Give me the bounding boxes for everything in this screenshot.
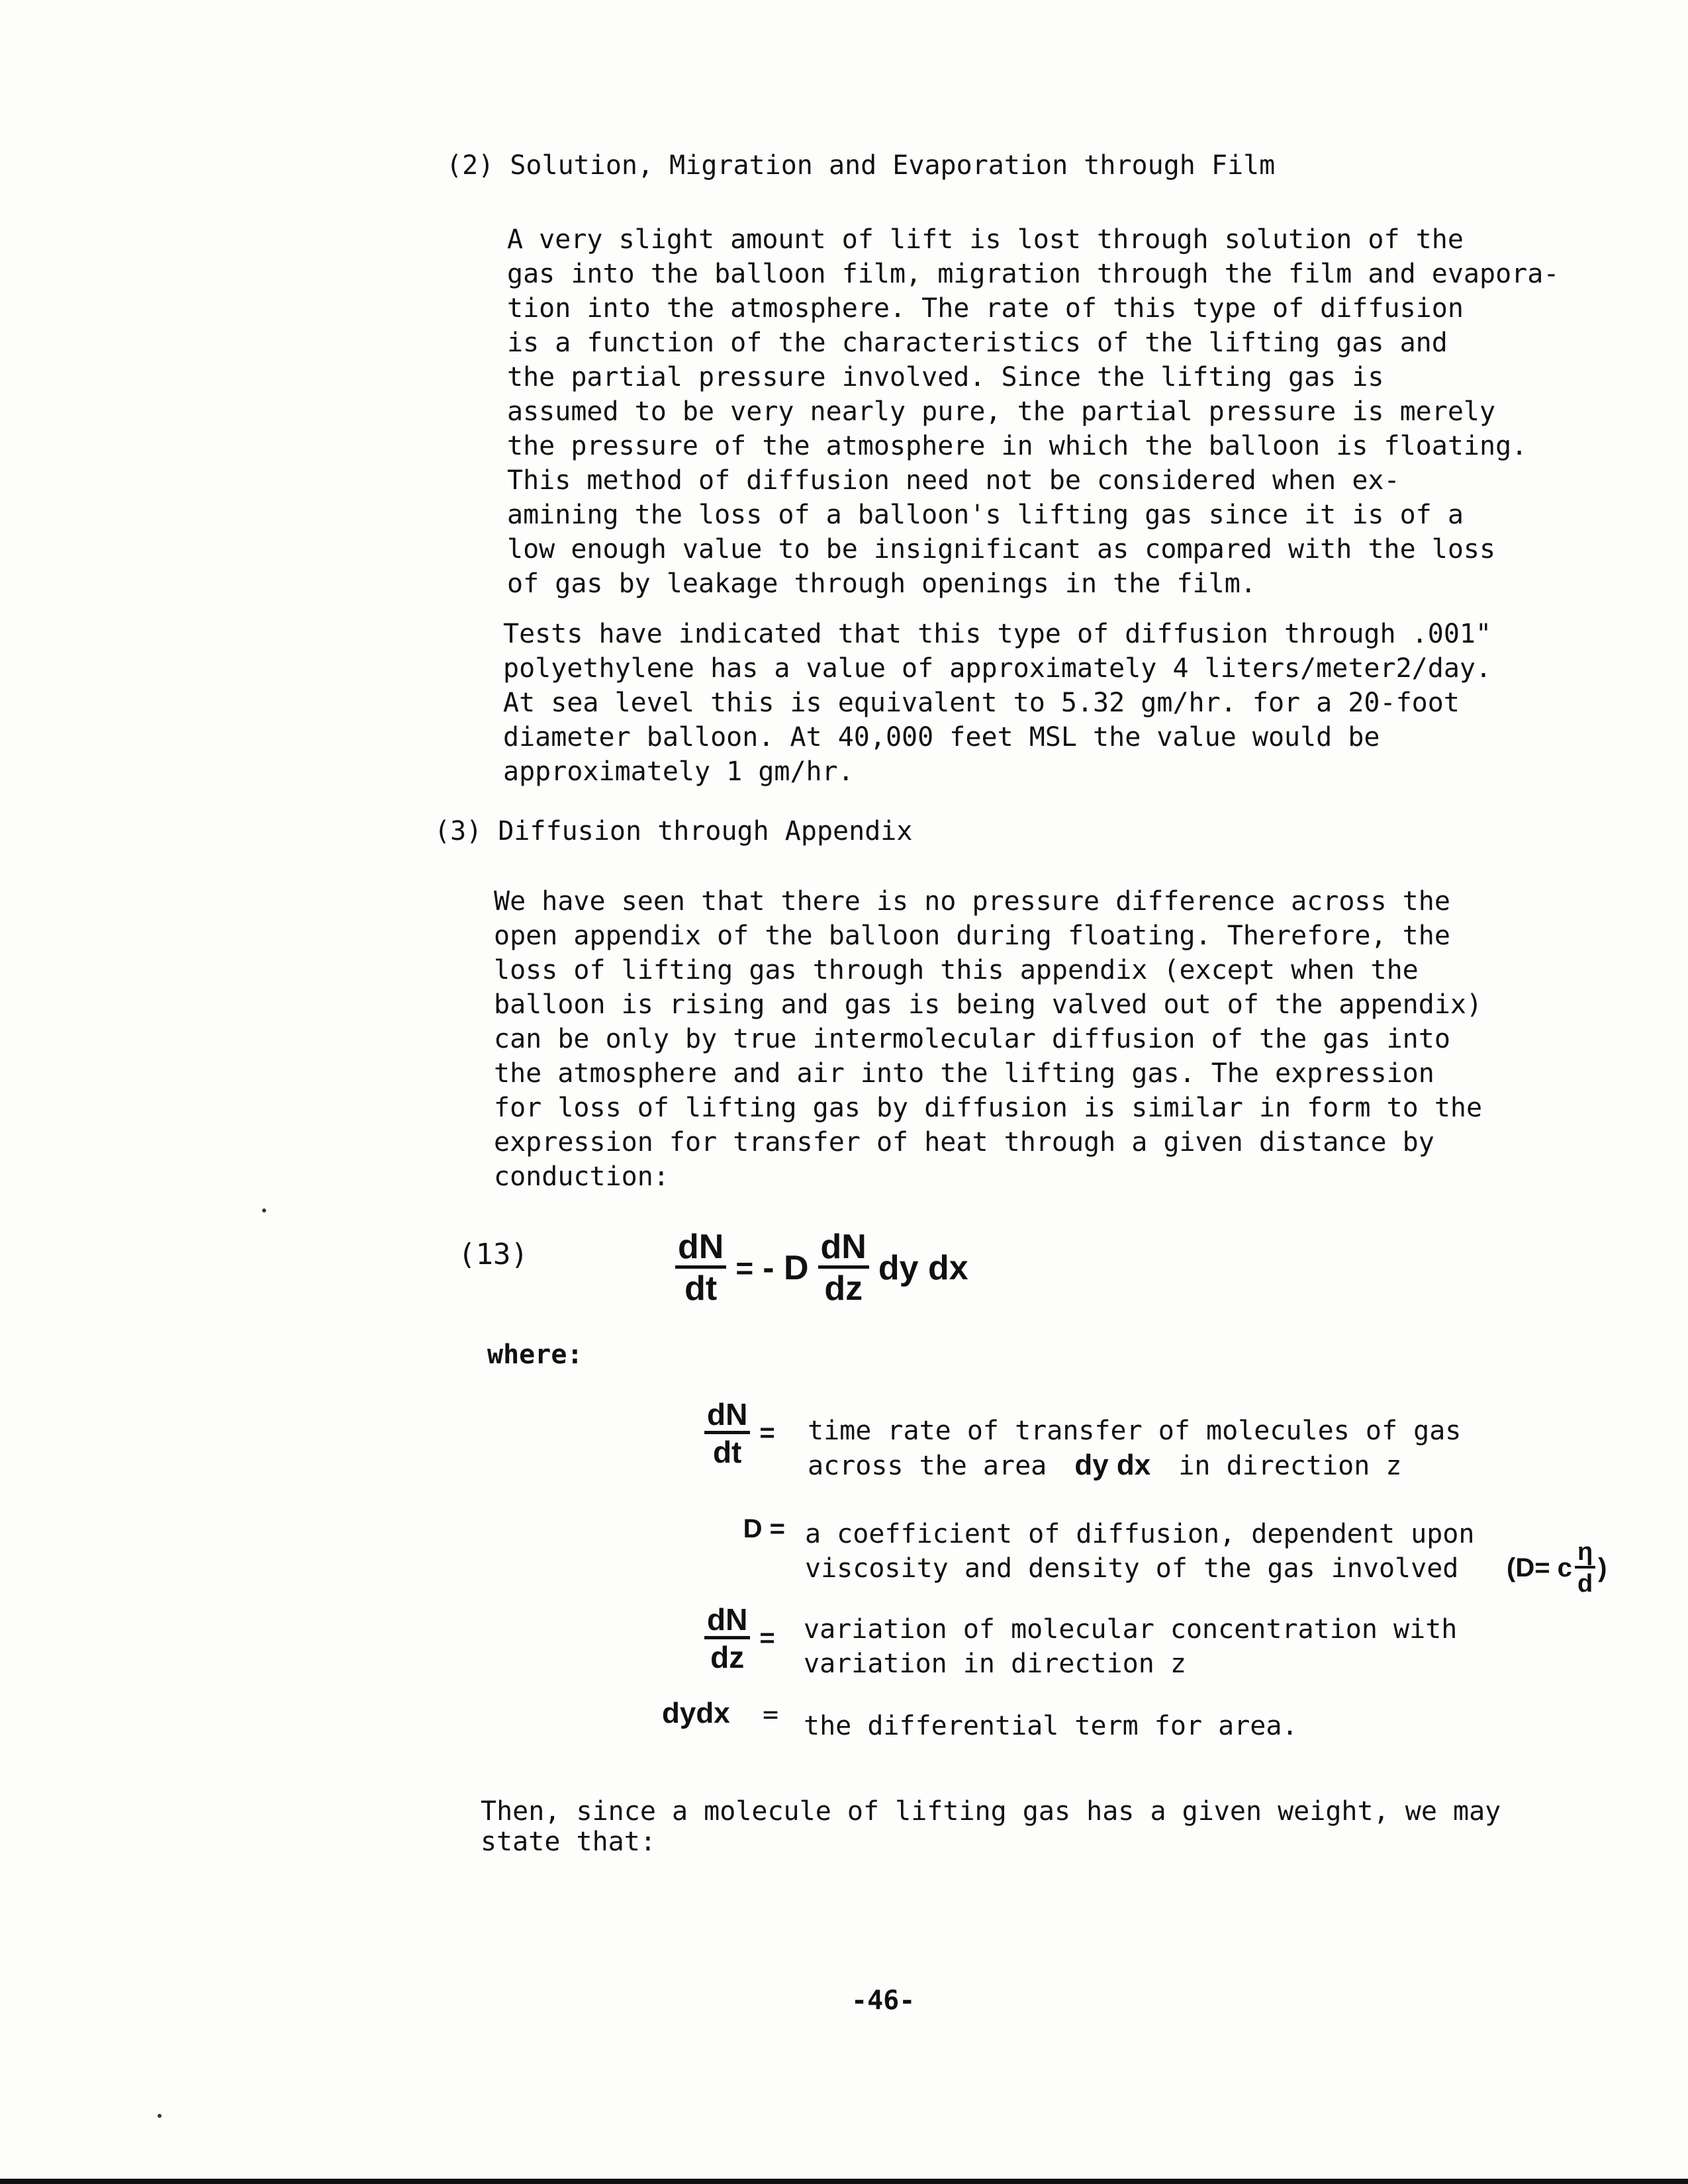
fraction-dn-dt bbox=[675, 1230, 726, 1306]
denominator: d bbox=[1577, 1570, 1593, 1598]
text-line: expression for transfer of heat through a given distance by bbox=[494, 1127, 1434, 1158]
text-line bbox=[808, 1448, 1461, 1483]
fraction-eta-d bbox=[1575, 1539, 1595, 1596]
text-line: A very slight amount of lift is lost through solution of the bbox=[507, 224, 1464, 255]
text-line: This method of diffusion need not be considered when ex- bbox=[507, 465, 1400, 496]
text-line: is a function of the characteristics of the lifting gas and bbox=[507, 328, 1448, 358]
text-segment: in direction z bbox=[1178, 1451, 1402, 1481]
denominator: dz bbox=[710, 1640, 745, 1674]
formula-close: ) bbox=[1598, 1553, 1607, 1582]
definition-term bbox=[704, 1399, 775, 1467]
text-line: the pressure of the atmosphere in which the balloon is floating. bbox=[507, 431, 1528, 461]
text-line: can be only by true intermolecular diffusion of the gas into bbox=[494, 1024, 1450, 1054]
paragraph bbox=[503, 617, 1491, 789]
text-line: variation in direction z bbox=[804, 1649, 1186, 1679]
equation bbox=[675, 1230, 968, 1306]
text-line: Tests have indicated that this type of diffusion through .001" bbox=[503, 619, 1492, 649]
text-line: a coefficient of diffusion, dependent upon bbox=[805, 1519, 1475, 1549]
paragraph bbox=[481, 1796, 1501, 1857]
text-line: state that: bbox=[481, 1827, 656, 1857]
text-segment: across the area bbox=[808, 1451, 1047, 1481]
equals-sign: = bbox=[763, 1700, 779, 1730]
formula-open: (D= c bbox=[1507, 1553, 1572, 1582]
scan-speck bbox=[158, 2114, 162, 2118]
minus-coefficient: - D bbox=[763, 1248, 809, 1287]
text-line: low enough value to be insignificant as compared with the loss bbox=[507, 534, 1496, 565]
text-line: balloon is rising and gas is being valved out of the appendix) bbox=[494, 989, 1483, 1020]
numerator: dN bbox=[818, 1230, 869, 1269]
numerator: η bbox=[1575, 1539, 1595, 1569]
text-line: amining the loss of a balloon's lifting gas since it is of a bbox=[507, 500, 1464, 530]
text-line: At sea level this is equivalent to 5.32 gm/hr. for a 20-foot bbox=[503, 688, 1460, 718]
area-term: dy dx bbox=[878, 1248, 968, 1287]
equals-sign: = bbox=[759, 1623, 775, 1653]
text-line: polyethylene has a value of approximately 4 liters/meter2/day. bbox=[503, 653, 1492, 684]
text-line: viscosity and density of the gas involved bbox=[805, 1553, 1459, 1584]
equation-number: (13) bbox=[458, 1238, 528, 1271]
text-line: approximately 1 gm/hr. bbox=[503, 756, 854, 787]
definition-text bbox=[804, 1612, 1457, 1681]
text-line: loss of lifting gas through this appendix (except when the bbox=[494, 955, 1419, 985]
definition-term: D = bbox=[743, 1514, 785, 1543]
numerator: dN bbox=[675, 1230, 726, 1269]
denominator: dz bbox=[824, 1269, 863, 1308]
area-term: dy dx bbox=[1074, 1449, 1151, 1481]
fraction-dn-dz bbox=[704, 1604, 750, 1672]
definition-term: dydx bbox=[662, 1697, 730, 1729]
denominator: dt bbox=[712, 1435, 742, 1469]
fraction-dn-dz bbox=[818, 1230, 869, 1306]
text-line: for loss of lifting gas by diffusion is similar in form to the bbox=[494, 1093, 1483, 1123]
text-line: of gas by leakage through openings in the film. bbox=[507, 569, 1256, 599]
text-line: tion into the atmosphere. The rate of this type of diffusion bbox=[507, 293, 1464, 324]
text-line: conduction: bbox=[494, 1161, 669, 1192]
where-label: where: bbox=[487, 1340, 583, 1370]
text-line: diameter balloon. At 40,000 feet MSL the value would be bbox=[503, 722, 1380, 752]
text-line: Then, since a molecule of lifting gas has a given weight, we may bbox=[481, 1796, 1501, 1827]
paragraph bbox=[507, 222, 1559, 601]
definition-term bbox=[704, 1604, 775, 1672]
text-line: gas into the balloon film, migration through the film and evapora- bbox=[507, 259, 1560, 289]
numerator: dN bbox=[704, 1399, 750, 1434]
equals-sign: = bbox=[735, 1250, 754, 1285]
viscosity-formula bbox=[1507, 1539, 1607, 1596]
text-line: open appendix of the balloon during floating. Therefore, the bbox=[494, 921, 1450, 951]
fraction-dn-dt bbox=[704, 1399, 750, 1467]
paragraph bbox=[494, 884, 1482, 1194]
numerator: dN bbox=[704, 1604, 750, 1639]
page-number: -46- bbox=[851, 1985, 915, 2016]
scan-speck bbox=[262, 1208, 266, 1212]
definition-text bbox=[808, 1414, 1461, 1483]
text-line: the partial pressure involved. Since the lifting gas is bbox=[507, 362, 1384, 392]
section-heading: (3) Diffusion through Appendix bbox=[434, 816, 913, 846]
text-line: the differential term for area. bbox=[804, 1711, 1298, 1741]
definition-text bbox=[805, 1517, 1474, 1586]
equals-sign: = bbox=[759, 1418, 775, 1447]
scan-edge bbox=[0, 2179, 1688, 2184]
text-line: time rate of transfer of molecules of gas bbox=[808, 1416, 1462, 1446]
text-line: variation of molecular concentration with bbox=[804, 1614, 1458, 1645]
text-line: We have seen that there is no pressure difference across the bbox=[494, 886, 1450, 917]
denominator: dt bbox=[684, 1269, 718, 1308]
text-line: assumed to be very nearly pure, the partial pressure is merely bbox=[507, 396, 1496, 427]
definition-text bbox=[804, 1709, 1298, 1743]
section-heading: (2) Solution, Migration and Evaporation through Film bbox=[446, 150, 1276, 181]
text-line: the atmosphere and air into the lifting gas. The expression bbox=[494, 1058, 1434, 1089]
